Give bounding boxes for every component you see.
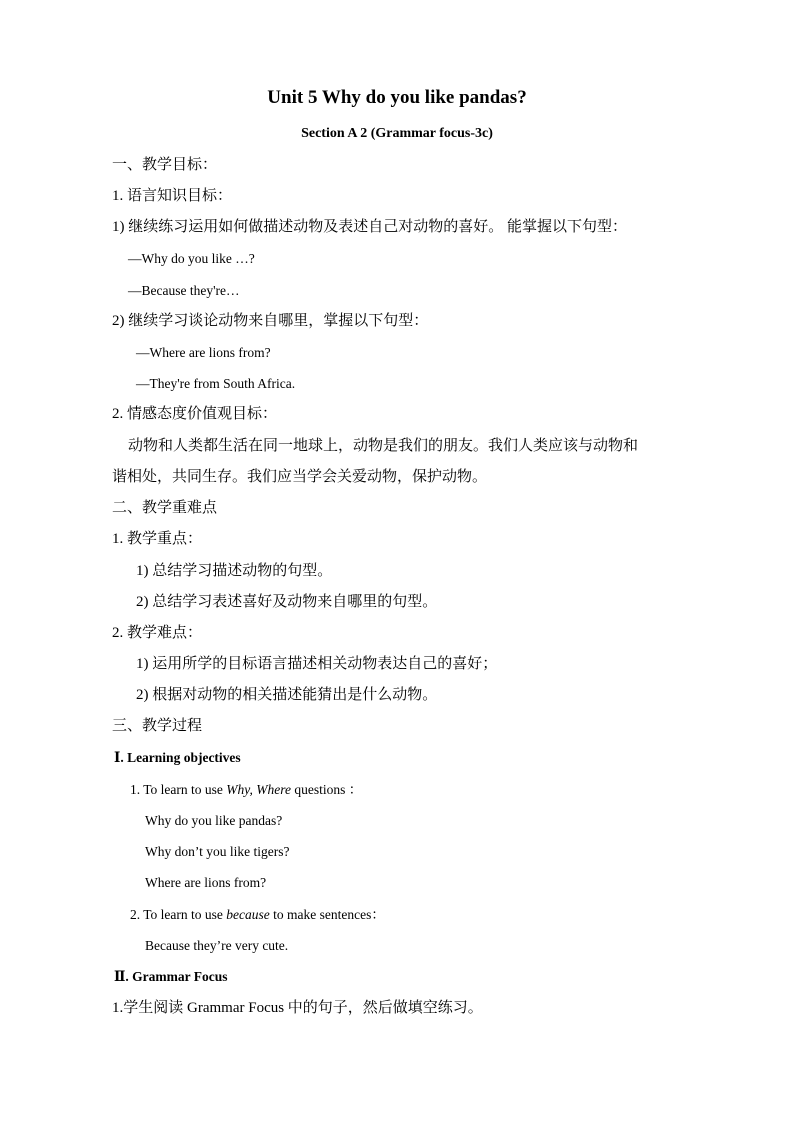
objective-text: to make sentences： bbox=[269, 907, 385, 922]
objective-language-knowledge: 1. 语言知识目标： bbox=[112, 188, 233, 204]
sentence-pattern-example: —Where are lions from? bbox=[136, 345, 271, 360]
document-title: Unit 5 Why do you like pandas? bbox=[267, 87, 527, 108]
key-point-item: 2) 总结学习表述喜好及动物来自哪里的句型。 bbox=[136, 594, 438, 610]
objective-keywords: Why, Where bbox=[226, 782, 292, 797]
objective-item-describe-animals: 1) 继续练习运用如何做描述动物及表述自己对动物的喜好。 能掌握以下句型： bbox=[112, 219, 627, 235]
difficult-point-item: 2) 根据对动物的相关描述能猜出是什么动物。 bbox=[136, 687, 438, 703]
document-subtitle: Section A 2 (Grammar focus-3c) bbox=[301, 126, 493, 141]
example-sentence: Where are lions from? bbox=[145, 875, 267, 890]
difficult-point-item: 1) 运用所学的目标语言描述相关动物表达自己的喜好； bbox=[136, 656, 498, 672]
learning-objective-item bbox=[130, 905, 385, 925]
example-sentence: Why do you like pandas? bbox=[145, 813, 283, 828]
grammar-focus-item: 1.学生阅读 Grammar Focus 中的句子，然后做填空练习。 bbox=[112, 1000, 483, 1016]
section-heading-process: 三、教学过程 bbox=[112, 718, 203, 734]
objective-item-where-from: 2) 继续学习谈论动物来自哪里，掌握以下句型： bbox=[112, 313, 429, 329]
grammar-focus-heading: Ⅱ. Grammar Focus bbox=[114, 969, 228, 984]
sentence-pattern-example: —They're from South Africa. bbox=[136, 376, 296, 391]
objective-keywords: because bbox=[226, 907, 270, 922]
example-sentence: Why don’t you like tigers? bbox=[145, 844, 290, 859]
objective-text: 1. To learn to use bbox=[130, 782, 227, 797]
paragraph-line: 动物和人类都生活在同一地球上，动物是我们的朋友。我们人类应该与动物和 bbox=[128, 438, 639, 454]
key-point-item: 1) 总结学习描述动物的句型。 bbox=[136, 563, 333, 579]
learning-objectives-heading: Ⅰ. Learning objectives bbox=[114, 750, 241, 765]
section-heading-objectives: 一、教学目标： bbox=[112, 157, 218, 173]
sentence-pattern-example: —Why do you like …? bbox=[128, 251, 255, 266]
learning-objective-item bbox=[130, 780, 362, 800]
objective-text: 2. To learn to use bbox=[130, 907, 227, 922]
key-points-label: 1. 教学重点： bbox=[112, 531, 203, 547]
objective-emotional-values: 2. 情感态度价值观目标： bbox=[112, 406, 278, 422]
section-heading-key-points: 二、教学重难点 bbox=[112, 500, 218, 516]
example-sentence: Because they’re very cute. bbox=[145, 938, 289, 953]
difficult-points-label: 2. 教学难点： bbox=[112, 625, 203, 641]
sentence-pattern-example: —Because they're… bbox=[128, 283, 240, 298]
paragraph-line: 谐相处，共同生存。我们应当学会关爱动物，保护动物。 bbox=[112, 469, 488, 485]
objective-text: questions ： bbox=[291, 782, 363, 797]
